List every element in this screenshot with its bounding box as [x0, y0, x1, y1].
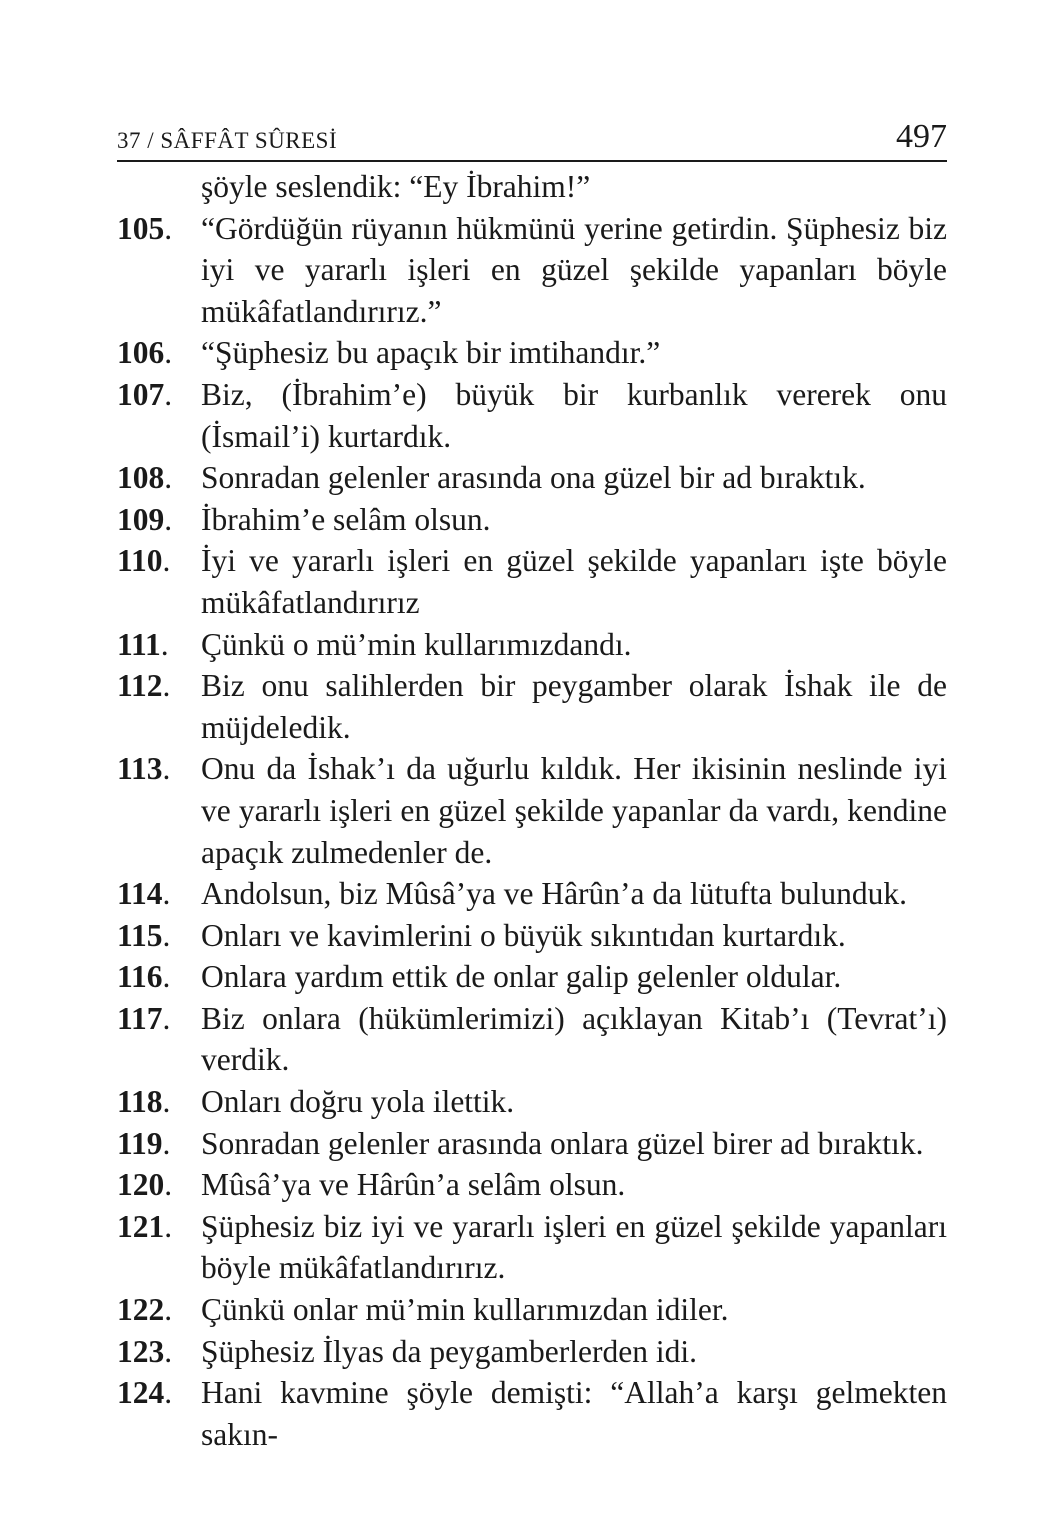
verse-list: [117, 166, 947, 1455]
verse-number: 115.: [117, 917, 171, 953]
verse-118: [117, 1081, 947, 1123]
verse-text: Çünkü onlar mü’min kullarımızdan idiler.: [201, 1292, 729, 1328]
verse-114: [117, 873, 947, 915]
verse-text: Onları ve kavimlerini o büyük sıkıntıdan kurtardık.: [201, 917, 846, 953]
verse-105: [117, 208, 947, 333]
verse-111: [117, 624, 947, 666]
verse-number: 107.: [117, 376, 173, 412]
verse-text: Sonradan gelenler arasında ona güzel bir ad bıraktık.: [201, 460, 866, 496]
verse-text: “Gördüğün rüyanın hükmünü yerine getirdin. Şüphesiz biz iyi ve yararlı işleri en güzel şekilde yapanları böyle mükâfatlandırırız.”: [201, 210, 947, 329]
verse-text: Hani kavmine şöyle demişti: “Allah’a karşı gelmekten sakın-: [201, 1375, 947, 1452]
verse-number: 112.: [117, 668, 171, 704]
verse-text: Şüphesiz biz iyi ve yararlı işleri en güzel şekilde yapanları böyle mükâfatlandırırız.: [201, 1208, 947, 1286]
verse-110: [117, 540, 947, 623]
verse-text: Onlara yardım ettik de onlar galip gelenler oldular.: [201, 959, 842, 995]
verse-121: [117, 1206, 947, 1289]
verse-text: Şüphesiz İlyas da peygamberlerden idi.: [201, 1333, 697, 1369]
verse-124: [117, 1372, 947, 1455]
verse-text: İyi ve yararlı işleri en güzel şekilde yapanları işte böyle mükâfatlandırırız: [201, 543, 947, 620]
verse-number: 122.: [117, 1292, 173, 1328]
page-number: 497: [896, 118, 947, 155]
verse-number: 109.: [117, 501, 173, 537]
verse-107: [117, 374, 947, 457]
verse-117: [117, 998, 947, 1081]
continued-verse-text: şöyle seslendik: “Ey İbrahim!”: [201, 169, 591, 204]
verse-text: İbrahim’e selâm olsun.: [201, 501, 491, 537]
verse-108: [117, 457, 947, 499]
verse-number: 110.: [117, 543, 171, 579]
verse-116: [117, 956, 947, 998]
verse-120: [117, 1164, 947, 1206]
verse-text: Sonradan gelenler arasında onlara güzel birer ad bıraktık.: [201, 1125, 924, 1161]
verse-112: [117, 665, 947, 748]
verse-number: 123.: [117, 1333, 173, 1369]
verse-106: [117, 332, 947, 374]
verse-text: Onları doğru yola ilettik.: [201, 1084, 515, 1120]
verse-number: 124.: [117, 1375, 173, 1411]
running-head: 37 / SÂFFÂT SÛRESİ: [117, 128, 338, 153]
verse-123: [117, 1331, 947, 1373]
verse-text: Çünkü o mü’min kullarımızdandı.: [201, 626, 632, 662]
verse-number: 120.: [117, 1167, 173, 1203]
verse-text: Andolsun, biz Mûsâ’ya ve Hârûn’a da lütufta bulunduk.: [201, 876, 907, 912]
verse-122: [117, 1289, 947, 1331]
verse-text: Biz onu salihlerden bir peygamber olarak İshak ile de müjdeledik.: [201, 668, 947, 745]
verse-number: 121.: [117, 1208, 173, 1244]
verse-number: 113.: [117, 751, 171, 787]
verse-text: Biz onlara (hükümlerimizi) açıklayan Kitab’ı (Tevrat’ı) verdik.: [201, 1000, 947, 1078]
verse-text: Onu da İshak’ı da uğurlu kıldık. Her ikisinin neslinde iyi ve yararlı işleri en güzel şekilde yapanlar da vardı, kendine apaçık zulmedenler de.: [201, 751, 947, 870]
verse-number: 117.: [117, 1000, 171, 1036]
verse-number: 119.: [117, 1125, 171, 1161]
verse-number: 108.: [117, 460, 173, 496]
verse-113: [117, 748, 947, 873]
verse-number: 105.: [117, 210, 173, 246]
page-header: [117, 112, 947, 162]
verse-number: 106.: [117, 335, 173, 371]
verse-text: Biz, (İbrahim’e) büyük bir kurbanlık vererek onu (İsmail’i) kurtardık.: [201, 376, 947, 454]
verse-119: [117, 1123, 947, 1165]
verse-115: [117, 915, 947, 957]
verse-109: [117, 499, 947, 541]
verse-number: 111.: [117, 626, 169, 662]
verse-text: Mûsâ’ya ve Hârûn’a selâm olsun.: [201, 1167, 626, 1203]
verse-number: 118.: [117, 1084, 171, 1120]
verse-number: 116.: [117, 959, 171, 995]
verse-text: “Şüphesiz bu apaçık bir imtihandır.”: [201, 335, 661, 371]
verse-number: 114.: [117, 876, 171, 912]
